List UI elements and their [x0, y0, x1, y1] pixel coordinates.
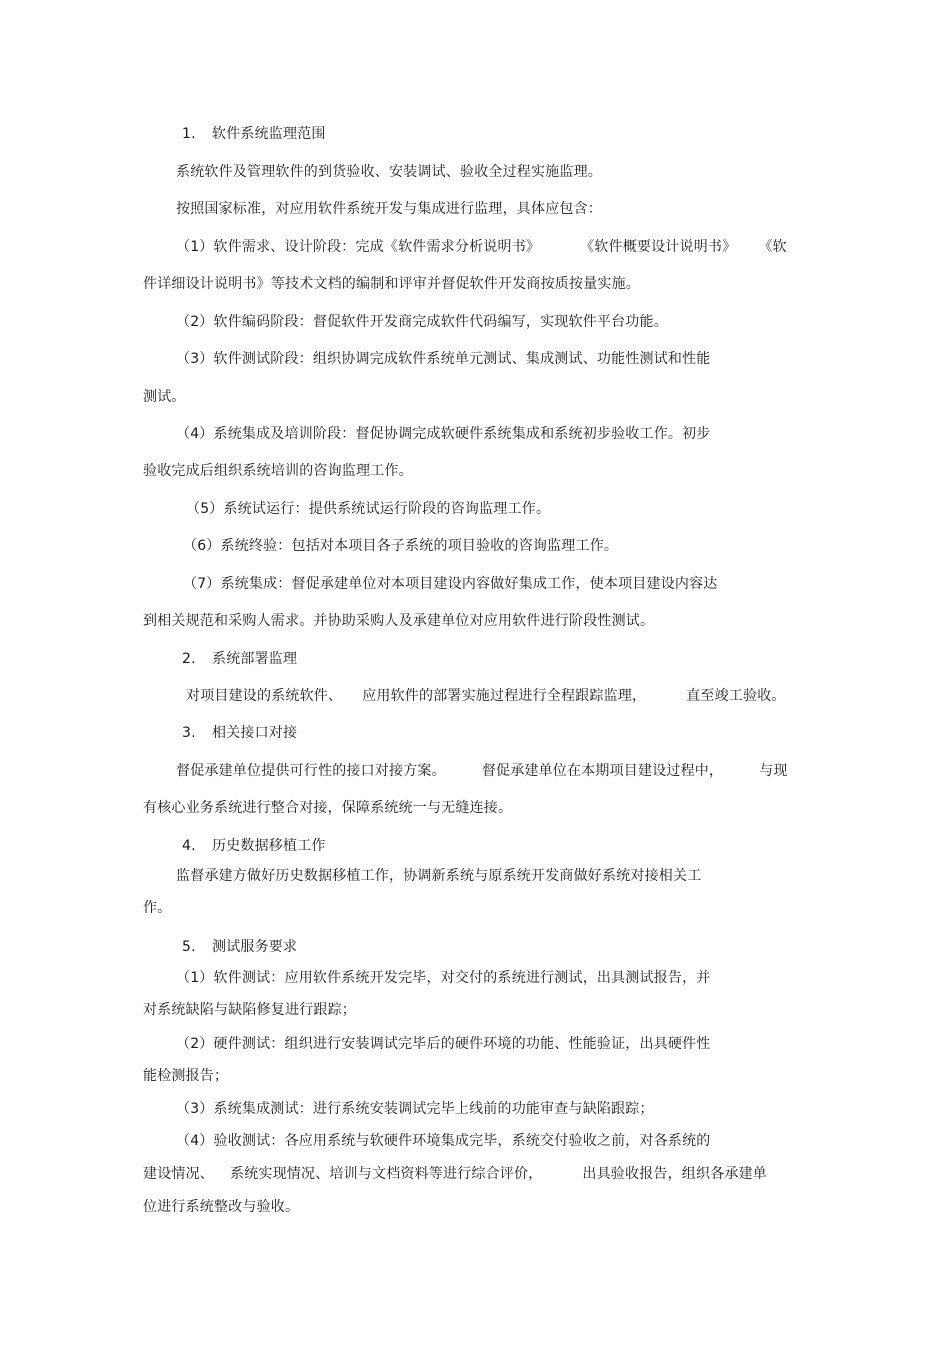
paragraph-line: 验收完成后组织系统培训的咨询监理工作。: [143, 463, 413, 479]
text-segment: 建设情况、: [143, 1166, 214, 1182]
text-segment: 系统实现情况、培训与文档资料等进行综合评价，: [230, 1166, 543, 1182]
text-segment: 督促承建单位提供可行性的接口对接方案。: [176, 763, 446, 779]
paragraph-line: 测试。: [143, 389, 186, 405]
paragraph-line: （4）验收测试：各应用系统与软硬件环境集成完毕，系统交付验收之前，对各系统的: [176, 1133, 711, 1149]
section-number: 1.: [182, 126, 196, 142]
paragraph-line: 能检测报告；: [143, 1068, 229, 1084]
paragraph-line: 有核心业务系统进行整合对接，保障系统统一与无缝连接。: [143, 800, 513, 816]
text-segment: 《软: [758, 239, 787, 255]
paragraph-line: （3）软件测试阶段：组织协调完成软件系统单元测试、集成测试、功能性测试和性能: [176, 351, 711, 367]
text-segment: （1）软件需求、设计阶段：完成《软件需求分析说明书》: [176, 239, 541, 255]
section-heading-3: [182, 723, 297, 743]
text-segment: 直至竣工验收。: [686, 688, 786, 704]
paragraph-line: [186, 686, 786, 706]
section-number: 5.: [182, 939, 196, 955]
paragraph-line: 作。: [143, 900, 172, 916]
paragraph-line: （1）软件测试：应用软件系统开发完毕，对交付的系统进行测试，出具测试报告，并: [176, 970, 711, 986]
paragraph-line: 件详细设计说明书》等技术文档的编制和评审并督促软件开发商按质按量实施。: [143, 276, 640, 292]
section-title: 测试服务要求: [212, 939, 298, 955]
section-heading-5: [182, 937, 297, 957]
text-segment: 应用软件的部署实施过程进行全程跟踪监理，: [362, 688, 647, 704]
paragraph-line: 对系统缺陷与缺陷修复进行跟踪；: [143, 1002, 356, 1018]
section-title: 系统部署监理: [212, 651, 298, 667]
paragraph-line: 到相关规范和采购人需求。并协助采购人及承建单位对应用软件进行阶段性测试。: [143, 613, 655, 629]
paragraph-line: [143, 1164, 767, 1184]
paragraph-line: [176, 761, 788, 781]
text-segment: 对项目建设的系统软件、: [186, 688, 343, 704]
section-number: 2.: [182, 651, 196, 667]
text-segment: 督促承建单位在本期项目建设过程中，: [481, 763, 724, 779]
paragraph-line: 位进行系统整改与验收。: [143, 1199, 300, 1215]
section-title: 软件系统监理范围: [212, 126, 326, 142]
paragraph-line: （2）软件编码阶段：督促软件开发商完成软件代码编写，实现软件平台功能。: [176, 314, 668, 330]
paragraph-line: （6）系统终验：包括对本项目各子系统的项目验收的咨询监理工作。: [183, 538, 619, 554]
paragraph-line: （4）系统集成及培训阶段：督促协调完成软硬件系统集成和系统初步验收工作。初步: [176, 426, 711, 442]
text-segment: 与现: [759, 763, 788, 779]
text-segment: 《软件概要设计说明书》: [580, 239, 737, 255]
section-title: 历史数据移植工作: [212, 838, 326, 854]
paragraph-line: 系统软件及管理软件的到货验收、安装调试、验收全过程实施监理。: [176, 164, 602, 180]
section-number: 4.: [182, 838, 196, 854]
paragraph-line: （7）系统集成：督促承建单位对本项目建设内容做好集成工作，使本项目建设内容达: [183, 576, 718, 592]
section-title: 相关接口对接: [212, 725, 298, 741]
section-number: 3.: [182, 725, 196, 741]
paragraph-line: [176, 237, 787, 257]
paragraph-line: （3）系统集成测试：进行系统安装调试完毕上线前的功能审查与缺陷跟踪；: [176, 1101, 654, 1117]
section-heading-2: [182, 649, 297, 669]
paragraph-line: （2）硬件测试：组织进行安装调试完毕后的硬件环境的功能、性能验证，出具硬件性: [176, 1036, 711, 1052]
paragraph-line: （5）系统试运行：提供系统试运行阶段的咨询监理工作。: [186, 501, 551, 517]
section-heading-1: [182, 124, 326, 144]
section-heading-4: [182, 836, 326, 856]
paragraph-line: 监督承建方做好历史数据移植工作，协调新系统与原系统开发商做好系统对接相关工: [176, 868, 702, 884]
text-segment: 出具验收报告，组织各承建单: [582, 1166, 768, 1182]
paragraph-line: 按照国家标准，对应用软件系统开发与集成进行监理，具体应包含：: [176, 201, 602, 217]
